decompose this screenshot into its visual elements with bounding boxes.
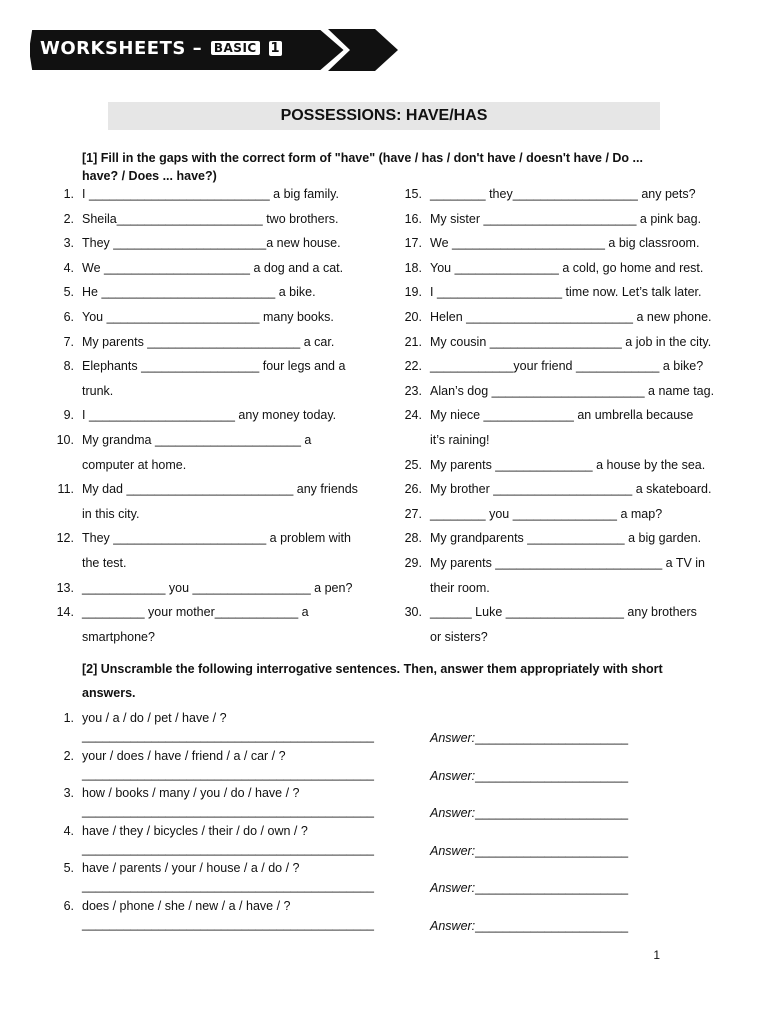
sentence-write-line[interactable]: __________________________________________ [82, 804, 374, 818]
scrambled-words: how / books / many / you / do / have / ? [82, 786, 300, 800]
item-number: 3. [63, 236, 74, 251]
item-text: ____________ you _________________ a pen? [82, 580, 353, 595]
item-number: 11. [57, 482, 74, 497]
item-number: 26. [404, 482, 422, 497]
exercise-item [400, 305, 730, 329]
item-text: I _____________________ any money today. [82, 408, 337, 423]
section2-instruction-line1: [2] Unscramble the following interrogative sentences. Then, answer them appropriately with short [82, 662, 663, 676]
answer-field[interactable] [430, 841, 628, 861]
exercise-item [400, 526, 730, 550]
exercise-item [400, 551, 730, 575]
item-number: 18. [404, 260, 422, 275]
answer-field[interactable] [430, 878, 628, 898]
scrambled-words: have / parents / your / house / a / do / ? [82, 861, 300, 875]
answer-blank[interactable]: ______________________ [475, 768, 629, 783]
exercise-item [400, 477, 730, 501]
item-text: My parents ______________________ a car. [82, 334, 335, 349]
item-number: 8. [63, 359, 74, 374]
exercise-item [400, 330, 730, 354]
item-text: You _______________ a cold, go home and rest. [430, 260, 704, 275]
item-text: I __________________ time now. Let’s talk later. [430, 285, 702, 300]
exercise-item [400, 354, 730, 378]
item-continuation: their room. [430, 580, 490, 595]
item-number: 4. [63, 260, 74, 275]
answer-label: Answer: [430, 843, 476, 858]
item-text: We _____________________ a dog and a cat. [82, 260, 344, 275]
section1-instruction-line2: have? / Does ... have?) [82, 169, 217, 183]
item-text: Helen ________________________ a new phone. [430, 310, 712, 324]
item-text: ________ you _______________ a map? [430, 506, 663, 521]
item-number: 3. [63, 786, 74, 800]
item-number: 10. [56, 433, 74, 447]
item-number: 6. [63, 898, 74, 913]
item-text: My cousin ___________________ a job in the city. [430, 334, 712, 349]
answer-label: Answer: [430, 731, 476, 745]
answer-label: Answer: [430, 768, 476, 783]
item-number: 27. [404, 506, 422, 521]
item-number: 1. [63, 711, 74, 725]
exercise-item [52, 280, 382, 304]
item-number: 6. [63, 310, 74, 324]
banner-basic-label: BASIC [211, 41, 260, 55]
exercise-item [52, 526, 382, 550]
item-number: 24. [404, 408, 422, 423]
answer-blank[interactable]: ______________________ [475, 918, 629, 933]
item-number: 2. [63, 748, 74, 763]
item-number: 20. [404, 310, 422, 324]
item-text: My sister ______________________ a pink bag. [430, 211, 702, 226]
exercise-item [52, 182, 382, 206]
item-number: 4. [63, 823, 74, 838]
item-number: 7. [63, 334, 74, 349]
item-continuation: computer at home. [82, 457, 187, 472]
item-text: My parents ______________ a house by the sea. [430, 457, 706, 472]
exercise-item [52, 207, 382, 231]
item-number: 28. [404, 531, 422, 546]
exercise-item [400, 403, 730, 427]
sentence-write-line[interactable]: __________________________________________ [82, 916, 374, 931]
exercise-item [400, 207, 730, 231]
banner-number: 1 [270, 41, 281, 56]
item-text: ____________your friend ____________ a bike? [430, 359, 704, 374]
exercise-item [400, 231, 730, 255]
answer-blank[interactable]: ______________________ [475, 731, 629, 745]
scrambled-words: have / they / bicycles / their / do / own / ? [82, 823, 308, 838]
exercise-item [400, 453, 730, 477]
item-number: 5. [63, 285, 74, 300]
item-number: 16. [404, 211, 422, 226]
item-number: 2. [63, 211, 74, 226]
scrambled-words: your / does / have / friend / a / car / ? [82, 748, 286, 763]
banner-title [40, 37, 282, 61]
exercise-item [52, 330, 382, 354]
exercise-item [52, 305, 382, 329]
item-number: 25. [404, 457, 422, 472]
sentence-write-line[interactable]: __________________________________________ [82, 841, 374, 856]
exercise-item [52, 600, 382, 624]
item-number: 13. [56, 580, 74, 595]
item-number: 12. [56, 531, 74, 546]
answer-field[interactable] [430, 916, 628, 936]
item-text: He _________________________ a bike. [82, 285, 316, 300]
answer-label: Answer: [430, 881, 476, 895]
item-number: 19. [404, 285, 422, 300]
answer-blank[interactable]: ______________________ [475, 806, 629, 820]
section2-instruction-line2: answers. [82, 686, 136, 700]
item-text: My brother ____________________ a skateboard. [430, 482, 712, 497]
item-number: 14. [56, 605, 74, 620]
sentence-write-line[interactable]: __________________________________________ [82, 879, 374, 893]
item-number: 9. [63, 408, 74, 423]
item-text: Sheila_____________________ two brothers. [82, 211, 339, 226]
exercise-item [52, 354, 382, 378]
sentence-write-line[interactable]: __________________________________________ [82, 766, 374, 781]
page-number: 1 [653, 948, 660, 962]
exercise-item [52, 576, 382, 600]
item-text: They ______________________ a problem with [82, 531, 351, 546]
answer-field[interactable] [430, 803, 628, 823]
item-continuation: trunk. [82, 383, 114, 398]
exercise-item [52, 477, 382, 501]
item-number: 22. [404, 359, 422, 374]
item-text: They ______________________a new house. [82, 236, 341, 251]
item-number: 30. [404, 605, 422, 620]
item-text: I __________________________ a big family. [82, 187, 339, 201]
item-number: 23. [404, 383, 422, 398]
item-text: Elephants _________________ four legs and a [82, 359, 346, 374]
item-number: 15. [404, 187, 422, 201]
item-text: _________ your mother____________ a [82, 605, 309, 620]
item-text: My grandma _____________________ a [82, 433, 312, 447]
item-text: ______ Luke _________________ any brothers [430, 605, 697, 620]
exercise-item [400, 182, 730, 206]
sentence-write-line[interactable]: __________________________________________ [82, 729, 374, 743]
item-text: ________ they__________________ any pets? [430, 187, 696, 201]
exercise-item [400, 379, 730, 403]
item-number: 5. [63, 861, 74, 875]
answer-field[interactable] [430, 766, 628, 786]
item-continuation: in this city. [82, 506, 140, 521]
scrambled-words: you / a / do / pet / have / ? [82, 711, 227, 725]
answer-blank[interactable]: ______________________ [475, 881, 629, 895]
answer-label: Answer: [430, 918, 476, 933]
page-title: POSSESSIONS: HAVE/HAS [108, 102, 660, 130]
answer-label: Answer: [430, 806, 476, 820]
item-text: Alan’s dog ______________________ a name tag. [430, 383, 715, 398]
exercise-item [400, 502, 730, 526]
item-text: My dad ________________________ any friends [82, 482, 358, 497]
exercise-item [400, 280, 730, 304]
banner-main-text: WORKSHEETS – [40, 38, 203, 59]
exercise-item [400, 256, 730, 280]
item-text: My niece _____________ an umbrella because [430, 408, 694, 423]
item-number: 17. [404, 236, 422, 251]
item-continuation: or sisters? [430, 629, 488, 644]
exercise-item [52, 256, 382, 280]
item-continuation: it’s raining! [430, 433, 490, 447]
exercise-item [52, 428, 382, 452]
item-text: My parents ________________________ a TV in [430, 556, 705, 570]
section1-instruction-line1: [1] Fill in the gaps with the correct form of "have" (have / has / don't have / doesn't have / Do ... [82, 151, 643, 165]
item-number: 29. [404, 556, 422, 570]
answer-field[interactable] [430, 728, 628, 748]
scrambled-words: does / phone / she / new / a / have / ? [82, 898, 291, 913]
item-continuation: smartphone? [82, 629, 155, 644]
item-text: You ______________________ many books. [82, 310, 334, 324]
exercise-item [52, 231, 382, 255]
item-continuation: the test. [82, 556, 127, 570]
item-number: 1. [63, 187, 74, 201]
exercise-item [400, 600, 730, 624]
item-text: We ______________________ a big classroom. [430, 236, 700, 251]
item-text: My grandparents ______________ a big garden. [430, 531, 702, 546]
exercise-item [52, 403, 382, 427]
answer-blank[interactable]: ______________________ [475, 843, 629, 858]
item-number: 21. [404, 334, 422, 349]
